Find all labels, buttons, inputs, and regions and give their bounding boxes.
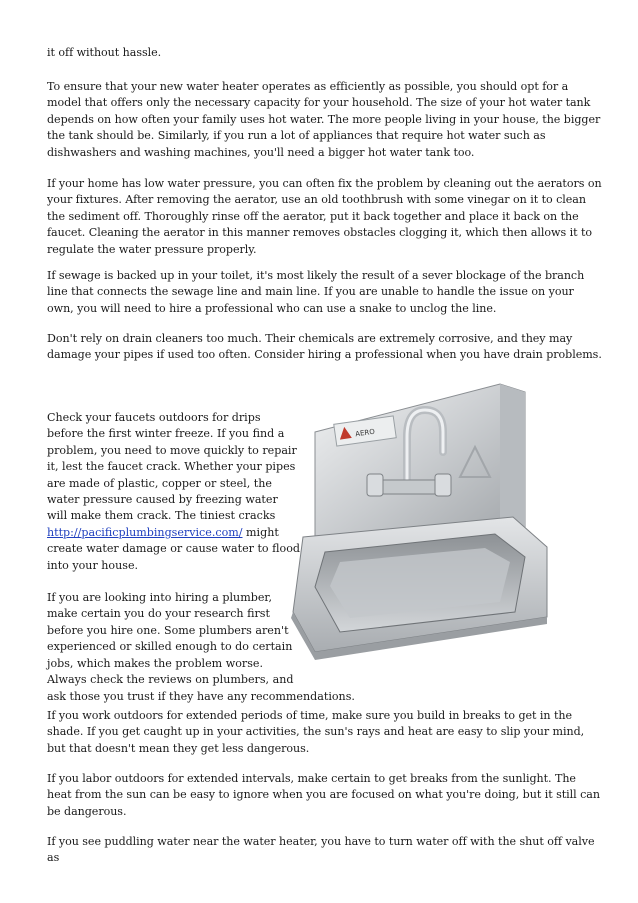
text-line: before the first winter freeze. If you find a bbox=[47, 427, 285, 441]
paragraph-water-heater-size: To ensure that your new water heater operates as efficiently as possible, you should opt for a model that offers only the necessary capacity for your household. The size of your hot water tank depends on how often your family uses hot water. The more people living in your house, the bigger the tank should be. Similarly, if you run a lot of appliances that require hot water such as dishwashers and washing machines, you'll need a bigger hot water tank too. bbox=[47, 80, 601, 159]
text-line: it, lest the faucet crack. Whether your pipes bbox=[47, 460, 296, 474]
paragraph-outdoor-faucets bbox=[47, 410, 301, 574]
link-trailing-text: might bbox=[242, 525, 279, 539]
text-line: create water damage or cause water to flood bbox=[47, 542, 301, 556]
paragraph-puddling-water: If you see puddling water near the water heater, you have to turn water off with the shut off valve as bbox=[47, 835, 595, 865]
text-line: water pressure caused by freezing water bbox=[47, 493, 278, 507]
text-line: into your house. bbox=[47, 558, 139, 572]
text-line: Always check the reviews on plumbers, and bbox=[47, 673, 294, 687]
text-line: If you are looking into hiring a plumber, bbox=[47, 591, 272, 605]
text-line-with-link bbox=[47, 525, 297, 541]
paragraph-hiring-plumber bbox=[47, 590, 355, 705]
text-line: experienced or skilled enough to do certain bbox=[47, 640, 293, 654]
paragraph-outdoor-breaks: If you work outdoors for extended periods of time, make sure you build in breaks to get in the shade. If you get caught up in your activities, the sun's rays and heat are easy to slip your mind, but that doesn't mean they get less dangerous. bbox=[47, 709, 585, 755]
sink-photo bbox=[285, 362, 555, 662]
text-line: Check your faucets outdoors for drips bbox=[47, 411, 261, 424]
text-line: problem, you need to move quickly to repair bbox=[47, 443, 297, 457]
sink-brand-label: AERO bbox=[354, 427, 376, 439]
paragraph-continuation: it off without hassle. bbox=[47, 46, 162, 59]
text-line: before you hire one. Some plumbers aren't bbox=[47, 623, 289, 637]
wrapped-text-column bbox=[47, 410, 355, 705]
plumbing-service-link[interactable]: http://pacificplumbingservice.com/ bbox=[47, 525, 243, 539]
text-line: ask those you trust if they have any recommendations. bbox=[47, 689, 355, 703]
text-line: jobs, which makes the problem worse. bbox=[47, 656, 263, 670]
paragraph-sunlight-breaks: If you labor outdoors for extended intervals, make certain to get breaks from the sunlight. The heat from the sun can be easy to ignore when you are focused on what you're doing, but it still can be dangerous. bbox=[47, 772, 600, 818]
text-line: make certain you do your research first bbox=[47, 607, 270, 621]
text-line: will make them crack. The tiniest cracks bbox=[47, 509, 276, 523]
text-line: are made of plastic, copper or steel, the bbox=[47, 476, 272, 490]
paragraph-drain-cleaners: Don't rely on drain cleaners too much. Their chemicals are extremely corrosive, and they may damage your pipes if used too often. Consider hiring a professional when you have drain problems. bbox=[47, 332, 602, 362]
paragraph-sewage-backup: If sewage is backed up in your toilet, it's most likely the result of a sever blockage of the branch line that connects the sewage line and main line. If you are unable to handle the issue on your own, you will need to hire a professional who can use a snake to unclog the line. bbox=[47, 269, 585, 315]
paragraph-water-pressure: If your home has low water pressure, you can often fix the problem by cleaning out the aerators on your fixtures. After removing the aerator, use an old toothbrush with some vinegar on it to clean the sediment off. Thoroughly rinse off the aerator, put it back together and place it back on the faucet. Cleaning the aerator in this manner removes obstacles clogging it, which then allows it to regulate the water pressure properly. bbox=[47, 177, 602, 256]
